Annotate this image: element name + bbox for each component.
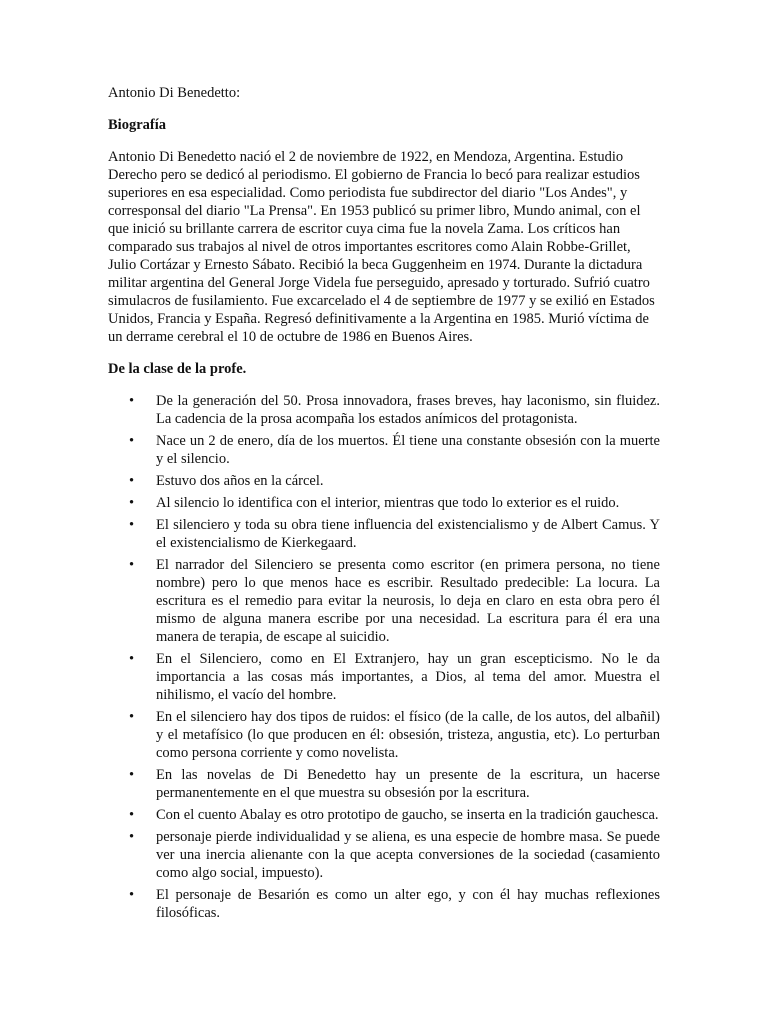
list-item [108, 432, 660, 468]
list-item-text: En el silenciero hay dos tipos de ruidos: el físico (de la calle, de los autos, del albañil) y el metafísico (lo que producen en él: obsesión, tristeza, angustia, etc). Lo perturban como persona corriente y como novelista. [156, 709, 660, 761]
list-item [108, 708, 660, 762]
list-item [108, 806, 660, 824]
list-item-text: De la generación del 50. Prosa innovadora, frases breves, hay laconismo, sin fluidez. La cadencia de la prosa acompaña los estados anímicos del protagonista. [156, 393, 660, 427]
bullet-icon: • [129, 807, 135, 823]
class-notes-list [108, 392, 660, 922]
list-item-text: Nace un 2 de enero, día de los muertos. Él tiene una constante obsesión con la muerte y el silencio. [156, 433, 660, 467]
biography-heading: Biografía [108, 117, 166, 133]
list-item-text: Con el cuento Abalay es otro prototipo de gaucho, se inserta en la tradición gauchesca. [156, 807, 659, 823]
list-item-text: En el Silenciero, como en El Extranjero, hay un gran escepticismo. No le da importancia a las cosas más importantes, a Dios, al tema del amor. Muestra el nihilismo, el vacío del hombre. [156, 651, 660, 703]
document-body [108, 84, 660, 926]
bullet-icon: • [129, 557, 135, 573]
list-item [108, 650, 660, 704]
list-item [108, 392, 660, 428]
author-heading: Antonio Di Benedetto: [108, 85, 241, 101]
bullet-icon: • [129, 517, 135, 533]
bullet-icon: • [129, 473, 135, 489]
list-item [108, 472, 660, 490]
list-item-text: El silenciero y toda su obra tiene influencia del existencialismo y de Albert Camus. Y el existencialismo de Kierkegaard. [156, 517, 660, 551]
bullet-icon: • [129, 651, 135, 667]
bullet-icon: • [129, 495, 135, 511]
class-notes-heading: De la clase de la profe. [108, 361, 247, 377]
list-item-text: Al silencio lo identifica con el interior, mientras que todo lo exterior es el ruido. [156, 495, 620, 511]
list-item [108, 516, 660, 552]
list-item [108, 556, 660, 646]
bullet-icon: • [129, 393, 135, 409]
bullet-icon: • [129, 433, 135, 449]
list-item [108, 828, 660, 882]
list-item-text: Estuvo dos años en la cárcel. [156, 473, 324, 489]
list-item-text: El personaje de Besarión es como un alter ego, y con él hay muchas reflexiones filosóficas. [156, 887, 660, 921]
list-item-text: En las novelas de Di Benedetto hay un presente de la escritura, un hacerse permanentemente en el que muestra su obsesión por la escritura. [156, 767, 660, 801]
bullet-icon: • [129, 887, 135, 903]
list-item [108, 886, 660, 922]
list-item [108, 494, 660, 512]
bullet-icon: • [129, 829, 135, 845]
list-item-text: El narrador del Silenciero se presenta como escritor (en primera persona, no tiene nombre) pero lo que menos hace es escribir. Resultado predecible: La locura. La escritura es el remedio para evitar la neurosis, lo deja en claro en esta obra pero él mismo de alguna manera escribe por una necesidad. La escritura para él era una manera de terapia, de escape al suicidio. [156, 557, 660, 645]
bullet-icon: • [129, 709, 135, 725]
list-item [108, 766, 660, 802]
bullet-icon: • [129, 767, 135, 783]
list-item-text: personaje pierde individualidad y se aliena, es una especie de hombre masa. Se puede ver una inercia alienante con la que acepta conversiones de la sociedad (casamiento como algo social, impuesto). [156, 829, 660, 881]
biography-paragraph: Antonio Di Benedetto nació el 2 de noviembre de 1922, en Mendoza, Argentina. Estudio Derecho pero se dedicó al periodismo. El gobierno de Francia lo becó para realizar estudios superiores en esa especialidad. Como periodista fue subdirector del diario "Los Andes", y corresponsal del diario "La Prensa". En 1953 publicó su primer libro, Mundo animal, con el que inició su brillante carrera de escritor cuya cima fue la novela Zama. Los críticos han comparado sus trabajos al nivel de otros importantes escritores como Alain Robbe-Grillet, Julio Cortázar y Ernesto Sábato. Recibió la beca Guggenheim en 1974. Durante la dictadura militar argentina del General Jorge Videla fue perseguido, apresado y torturado. Sufrió cuatro simulacros de fusilamiento. Fue excarcelado el 4 de septiembre de 1977 y se exilió en Estados Unidos, Francia y España. Regresó definitivamente a la Argentina en 1985. Murió víctima de un derrame cerebral el 10 de octubre de 1986 en Buenos Aires. [108, 149, 655, 345]
